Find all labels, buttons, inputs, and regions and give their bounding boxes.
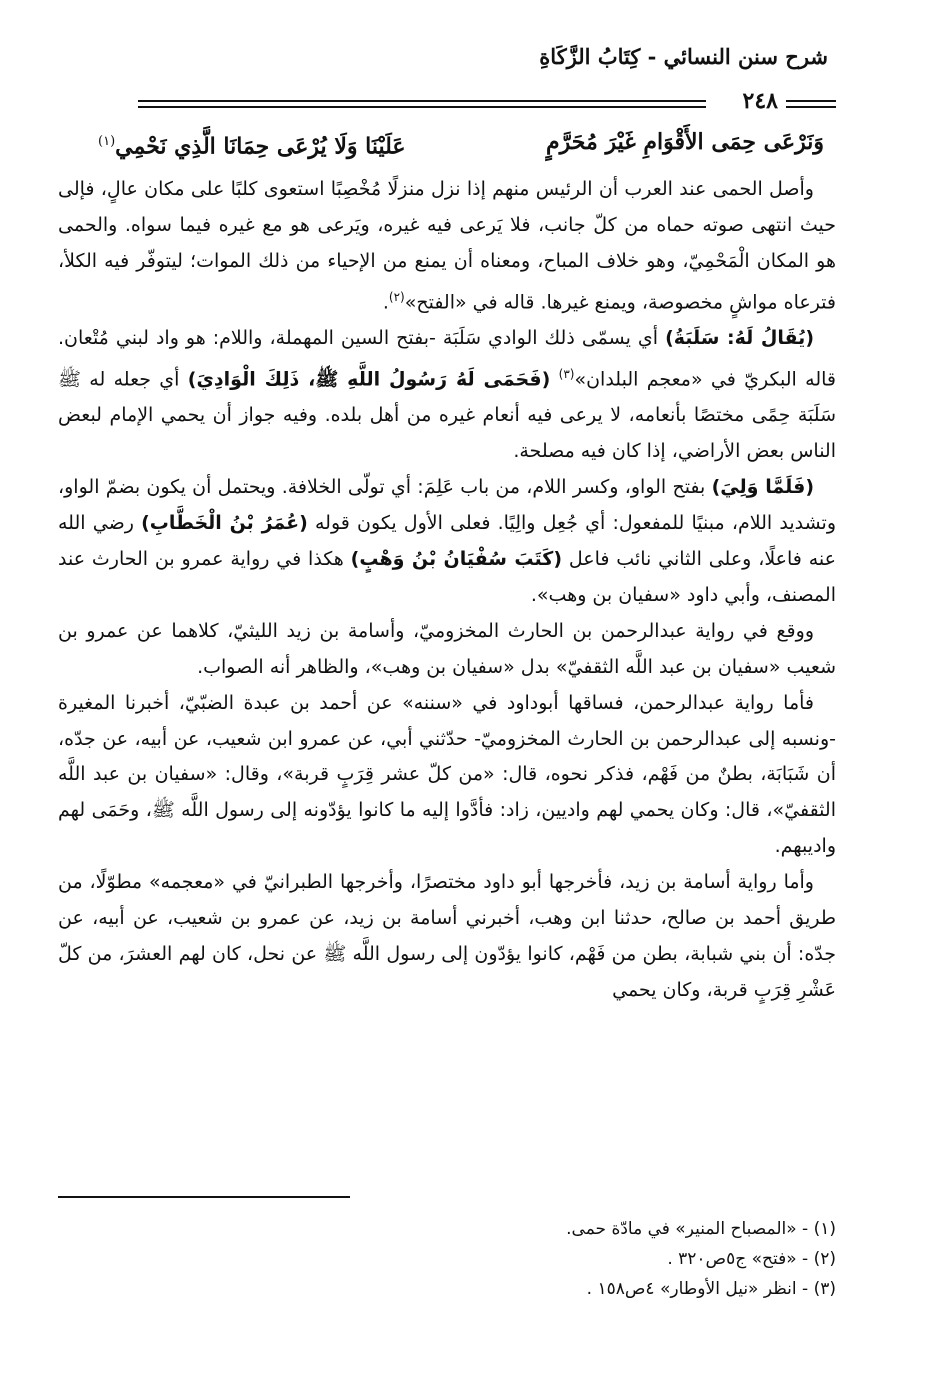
commentary-body	[58, 172, 836, 1009]
header-double-rule-left	[138, 100, 706, 108]
footnote-item: (٢) - «فتح» ج٥ص٣٢٠ .	[667, 1249, 836, 1269]
footnote-item: (٣) - انظر «نيل الأوطار» ٤ص١٥٨ .	[586, 1279, 836, 1299]
footnotes	[358, 1214, 836, 1304]
footnote-separator	[58, 1196, 350, 1198]
commentary-text: .	[382, 291, 389, 314]
quoted-hadith-text: (يُقَالُ لَهُ: سَلَبَةُ)	[665, 327, 815, 350]
commentary-text: فأما رواية عبدالرحمن، فساقها أبوداود في «سننه» عن أحمد بن عبدة الضبّيّ، أخبرنا المغيرة -ونسبه إلى عبدالرحمن بن الحارث المخزوميّ- حدّثني أبي، عن عمرو ابن شعيب، عن أبيه، عن جدّه، أن شَبَابَة، بطنٌ من فَهْم، فذكر نحوه، قال: «من كلّ عشر قِرَبٍ قربة»، وقال: «سفيان بن عبد اللَّه الثقفيّ»، قال: وكان يحمي لهم واديين، زاد: فأدَّوا إليه ما كانوا يؤدّونه إلى رسول اللَّه ﷺ، وحَمَى لهم واديبهم.	[58, 691, 836, 858]
commentary-text: وأما رواية أسامة بن زيد، فأخرجها أبو داود مختصرًا، وأخرجها الطبرانيّ في «معجمه» مطوّلًا، من طريق أحمد بن صالح، حدثنا ابن وهب، أخبرني أسامة بن زيد، عن عمرو بن شعيب، عن أبيه، عن جدّه: أن بني شبابة، بطن من فَهْم، كانوا يؤدّون إلى رسول اللَّه ﷺ عن نحل، كان لهم العشرَ، من كلّ عَشْرِ قِرَبٍ قربة، وكان يحمي	[58, 871, 836, 1001]
commentary-text: وأصل الحمى عند العرب أن الرئيس منهم إذا نزل منزلًا مُخْصِبًا استعوى كلبًا على مكان عالٍ، فإلى حيث انتهى صوته حماه من كلّ جانب، فلا يَرعى فيه غيره، ويَرعى هو مع غيره فيما سواه. والحمى هو المكان الْمَحْمِيّ، وهو خلاف المباح، ومعناه أن يمنع من الإحياء من ذلك الموات؛ ليتوفّر فيه الكلأ، فترعاه مواشٍ مخصوصة، ويمنع غيرها. قاله في «الفتح»	[58, 178, 836, 314]
body-paragraph	[58, 614, 836, 686]
footnote-item: (١) - «المصباح المنير» في مادّة حمى.	[566, 1219, 836, 1239]
body-paragraph	[58, 172, 836, 321]
header-double-rule-right	[786, 100, 836, 108]
commentary-text: ووقع في رواية عبدالرحمن بن الحارث المخزوميّ، وأسامة بن زيد الليثيّ، كلاهما عن عمرو بن شعيب «سفيان بن عبد اللَّه الثقفيّ» بدل «سفيان بن وهب»، والظاهر أنه الصواب.	[58, 619, 836, 678]
footnote-reference: (٢)	[388, 290, 405, 305]
commentary-text	[550, 369, 558, 391]
body-paragraph	[58, 686, 836, 866]
quoted-hadith-text: (فَلَمَّا وَلِيَ)	[711, 476, 814, 499]
page-number: ٢٤٨	[742, 88, 778, 114]
quoted-hadith-text: (فَحَمَى لَهُ رَسُولُ اللَّهِ ﷺ، ذَلِكَ الْوَادِيَ)	[187, 368, 551, 391]
book-page	[58, 40, 836, 1340]
verse-first-hemistich: وَنَرْعَى حِمَى الأَقْوَامِ غَيْرَ مُحَرَّمٍ	[546, 129, 824, 155]
commentary-text: أي يسمّى ذلك الوادي سَلَبَة -بفتح السين المهملة، واللام: هو واد لبني مُتْعان. قاله البكريّ في «معجم البلدان»	[58, 327, 837, 391]
footnote-marker: (١)	[98, 134, 116, 149]
quoted-hadith-text: (عُمَرُ بْنُ الْخَطَّابِ)	[141, 512, 308, 535]
commentary-text: بفتح الواو، وكسر اللام، من باب عَلِمَ: أي تولّى الخلافة. ويحتمل أن يكون بضمّ الواو، وتشديد اللام، مبنيًا للمفعول: أي جُعِل والِيًا. فعلى الأول يكون قوله	[58, 476, 836, 535]
body-paragraph	[58, 470, 836, 614]
commentary-text: رضي الله عنه فاعلًا، وعلى الثاني نائب فاعل	[58, 512, 836, 571]
body-paragraph	[58, 865, 836, 1009]
header-rule	[58, 90, 836, 120]
body-paragraph	[58, 321, 836, 470]
verse-second-hemistich: عَلَيْنَا وَلَا يُرْعَى حِمَانَا الَّذِي نَحْمِي$^{(١)}$	[98, 133, 406, 160]
commentary-text: هكذا في رواية عمرو بن الحارث عند المصنف، وأبي داود «سفيان بن وهب».	[58, 548, 836, 606]
poem-verse	[58, 122, 836, 166]
commentary-text: أي جعله له ﷺ سَلَبَة حِمًى مختصًا بأنعامه، لا يرعى فيه أنعام غيره من أهل بلده. وفيه جواز أن يحمي الإمام لبعض الناس بعض الأراضي، إذا كان فيه مصلحة.	[58, 368, 836, 463]
quoted-hadith-text: (كَتَبَ سُفْيَانُ بْنُ وَهْبٍ)	[350, 548, 562, 571]
footnote-reference: (٣)	[558, 367, 575, 382]
running-header: شرح سنن النسائي - كِتَابُ الزَّكَاةِ	[539, 44, 828, 69]
